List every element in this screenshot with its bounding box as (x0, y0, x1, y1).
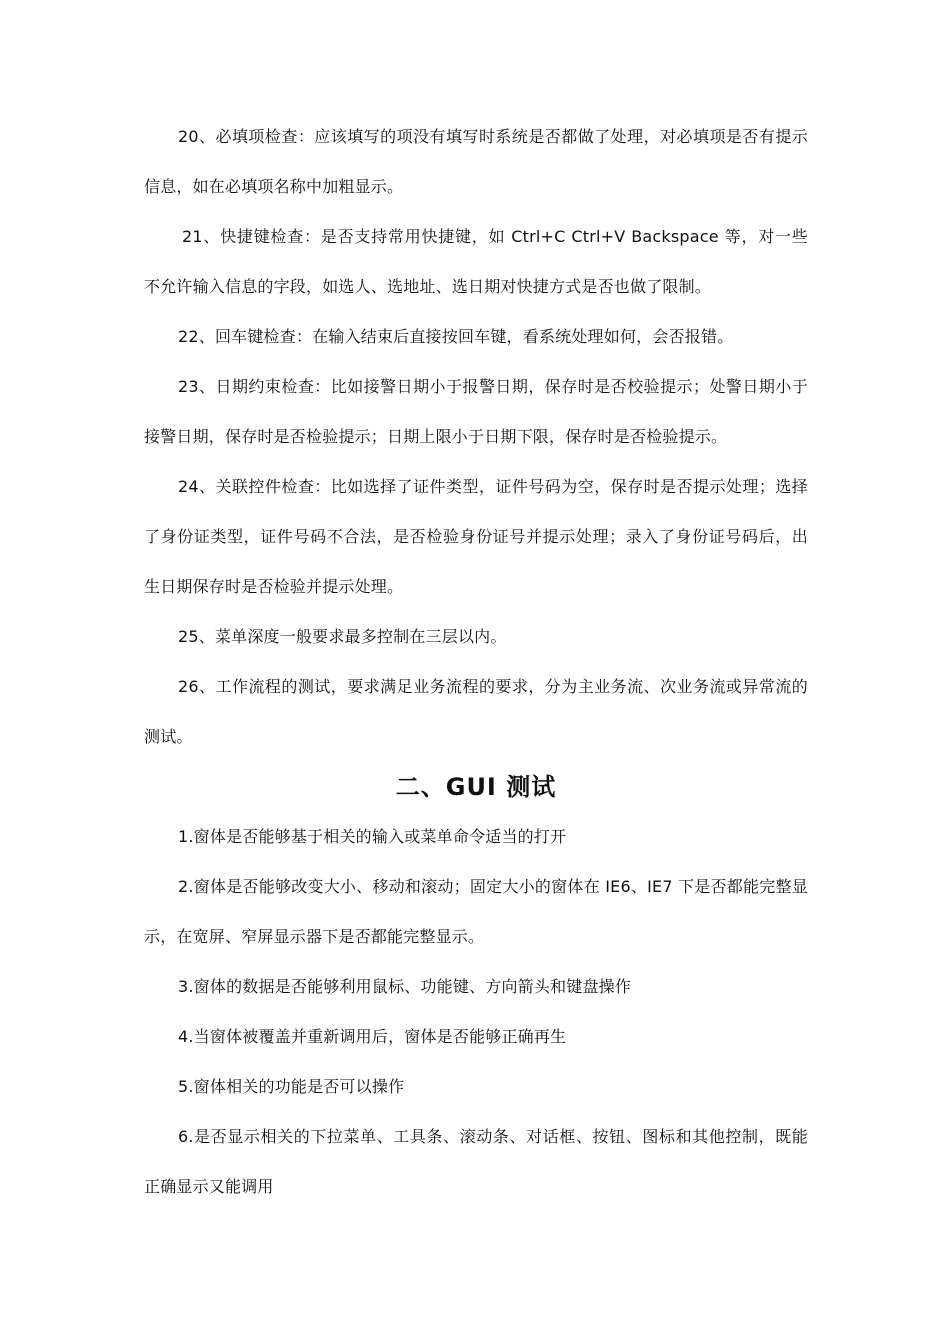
item-20-required-field-check: 20、必填项检查：应该填写的项没有填写时系统是否都做了处理，对必填项是否有提示信息，如在必填项名称中加粗显示。 (144, 127, 808, 196)
gui-item-2: 2.窗体是否能够改变大小、移动和滚动；固定大小的窗体在 IE6、IE7 下是否都能完整显示，在宽屏、窄屏显示器下是否都能完整显示。 (144, 877, 808, 946)
item-22-enter-key-check: 22、回车键检查：在输入结束后直接按回车键，看系统处理如何，会否报错。 (178, 327, 734, 346)
gui-item-5: 5.窗体相关的功能是否可以操作 (178, 1077, 405, 1096)
item-21-shortcut-key-check: 21、快捷键检查：是否支持常用快捷键，如 Ctrl+C Ctrl+V Backspace 等，对一些不允许输入信息的字段，如选人、选地址、选日期对快捷方式是否也做了限制。 (144, 227, 808, 296)
item-23-date-constraint-check: 23、日期约束检查：比如接警日期小于报警日期，保存时是否校验提示；处警日期小于接警日期，保存时是否检验提示；日期上限小于日期下限，保存时是否检验提示。 (144, 377, 808, 446)
item-25-menu-depth: 25、菜单深度一般要求最多控制在三层以内。 (178, 627, 507, 646)
document-page (144, 112, 808, 1212)
gui-item-3: 3.窗体的数据是否能够利用鼠标、功能键、方向箭头和键盘操作 (178, 977, 632, 996)
section-heading-gui-test: 二、GUI 测试 (395, 773, 557, 801)
gui-item-1: 1.窗体是否能够基于相关的输入或菜单命令适当的打开 (178, 827, 567, 846)
gui-item-4: 4.当窗体被覆盖并重新调用后，窗体是否能够正确再生 (178, 1027, 567, 1046)
item-26-workflow-test: 26、工作流程的测试，要求满足业务流程的要求，分为主业务流、次业务流或异常流的测试。 (144, 677, 808, 746)
gui-item-6: 6.是否显示相关的下拉菜单、工具条、滚动条、对话框、按钮、图标和其他控制，既能正确显示又能调用 (144, 1127, 808, 1196)
item-24-linked-control-check: 24、关联控件检查：比如选择了证件类型，证件号码为空，保存时是否提示处理；选择了身份证类型，证件号码不合法，是否检验身份证号并提示处理；录入了身份证号码后，出生日期保存时是否检验并提示处理。 (144, 477, 808, 596)
